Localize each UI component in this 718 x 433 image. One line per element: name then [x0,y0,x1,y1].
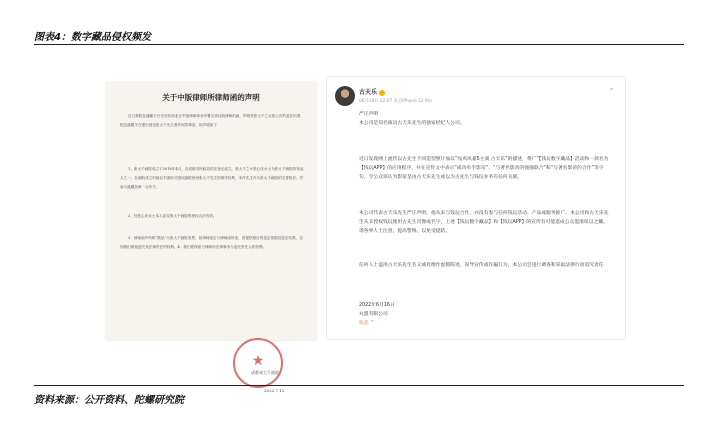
post-line-body-3: 任何人士盗用古天乐先生名义或肖像作虚假陈述，误导宣传或诈骗行为，本公司会进行调查和采取法律行动追究责任 [359,263,604,268]
letter-paragraph-4: 3、律师函中所称“数品”为张大千画院发售，如律师鉴定与律师函所述，请提供相应的鉴定依据及鉴定结果，否则我们保留追究其法律责任的权利。4、我们将保留与律师所法律事务与追究责任人的权利。 [120,236,303,249]
seal-star-icon: ★ [251,353,265,369]
letter-paragraph-2: 1、张大千画院成立于2016年4月，在成都市民政局依法登记成立，张大千之女张心庆女士为张大千画院的发起人之一，在画院成立时就以书面形式授权画院使用张大千先生的著作权利，本作先生作为张大千画院的名誉院长，并参与盛藏品唯一合作方。 [120,167,304,189]
post-collapse-link[interactable] [359,319,611,328]
letter-date: 2022.7.12 [264,388,285,393]
weibo-post [326,76,626,340]
post-line-date: 2022年6月16日 [359,303,395,308]
username-text[interactable]: 古天乐 [359,89,378,96]
legal-statement-letter [106,82,316,393]
figure-title: 图表4：数字藏品侵权频发 [34,32,151,43]
avatar[interactable] [335,86,355,106]
figure-source: 资料来源：公开资料、陀螺研究院 [34,395,184,406]
post-line-intro: 本公司是知名演员古天乐先生的独家经纪人公司。 [359,121,465,126]
post-line-body-2: 本公司代表古天乐先生严正声明，他从来与钱玩合作，亦没有参与任何钱玩活动、产品或服务推广。本公司和古天乐先生从未授权钱玩使用古先生肖像或名字，上述【钱玩数字藏品】和【钱玩APP】的宣传有可能造成公众混淆误以之嫌。请各界人士注意，提高警惕，以免受提防。 [359,211,609,234]
chevron-down-icon[interactable]: ⌄ [608,83,615,92]
chevron-up-icon[interactable]: ^ [368,321,375,326]
letter-paragraph-3: 2、经张心庆女士本人证实张大千画院的授权合法有效。 [128,214,217,218]
top-rule [34,44,684,45]
letter-paragraph-1: 近日我院及盛藏平台先后收到北京中版律师事务所署名高佳航律师的函，声明受张大千之女张心庆的委托向我院及盛藏平台提出侵犯张大千先生著作权的事宜，现声明如下： [120,114,301,127]
collapse-link-text[interactable]: 收起 [359,321,369,326]
post-username[interactable] [359,87,385,96]
post-line-company: 丸盟有限公司 [359,312,388,317]
post-meta: 06月16日 22:07 来自iPhone 12 Pro [359,99,432,104]
letter-title: 关于中版律师所律师函的声明 [162,93,260,102]
bottom-rule [34,385,684,386]
vip-badge-icon [379,90,385,96]
post-line-heading: 严正声明 [359,112,379,117]
letter-signer: 成都张大千画院 [251,370,279,375]
red-seal-stamp [233,338,283,388]
post-line-body-1: 近日发现网上流传以古先生不同造型照片加以“宛央风嘉5主演 古天乐”的描述，费广“【钱玩数字藏品】活动和一款名为【钱玩APP】的应用程序，并在宣传文中表示“成功牵手影帝”、“与著名影帝的强强联合”和“与著名影帝的合作”等字句，令公众误认为影帝是由古天乐先生或以为古先生与钱玩业务有任何关联。 [359,157,609,180]
